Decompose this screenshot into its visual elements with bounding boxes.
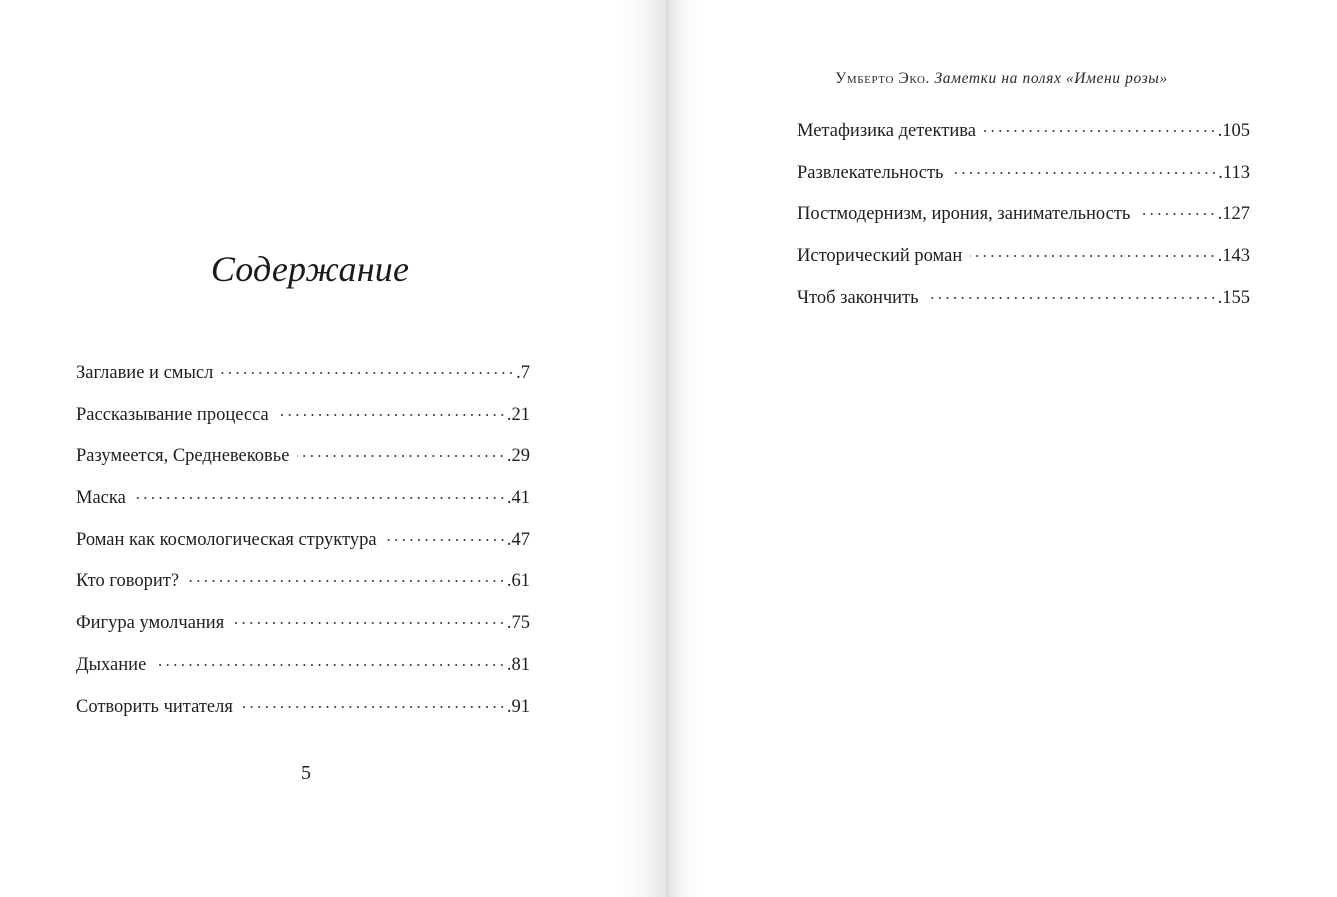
toc-entry-page: .81	[506, 654, 530, 675]
toc-list-right	[797, 112, 1250, 320]
toc-entry[interactable]	[76, 604, 530, 646]
toc-entry-title: Разумеется, Средневековье	[76, 446, 290, 467]
toc-entry-page: .127	[1217, 204, 1250, 225]
toc-entry-page: .91	[506, 696, 530, 717]
dot-leader	[297, 437, 505, 461]
toc-entry[interactable]	[76, 688, 530, 730]
toc-entry-title: Постмодернизм, ирония, занимательность	[797, 204, 1131, 225]
toc-entry-title: Кто говорит?	[76, 571, 180, 592]
dot-leader	[232, 604, 506, 628]
toc-entry-title: Рассказывание процесса	[76, 404, 269, 425]
toc-entry-page: .21	[506, 404, 530, 425]
toc-entry[interactable]	[797, 195, 1250, 237]
left-page	[0, 0, 666, 897]
dot-leader	[277, 396, 506, 420]
toc-entry[interactable]	[76, 396, 530, 438]
dot-leader	[1138, 195, 1216, 219]
toc-entry[interactable]	[797, 112, 1250, 154]
toc-list-left	[76, 354, 530, 729]
dot-leader	[970, 237, 1216, 261]
toc-entry-title: Маска	[76, 488, 126, 509]
dot-leader	[385, 521, 506, 545]
toc-entry-page: .7	[516, 363, 530, 383]
toc-entry-title: Дыхание	[76, 654, 147, 675]
dot-leader	[984, 112, 1217, 136]
toc-entry-page: .113	[1218, 162, 1250, 183]
toc-entry-title: Развлекательность	[797, 162, 944, 183]
toc-entry-page: .41	[506, 488, 530, 509]
toc-entry[interactable]	[76, 354, 530, 396]
toc-entry-title: Сотворить читателя	[76, 696, 233, 717]
toc-entry[interactable]	[76, 437, 530, 479]
toc-entry-title: Чтоб закончить	[797, 287, 919, 308]
running-head	[666, 70, 1337, 88]
running-head-author: Умберто Эко.	[835, 70, 931, 87]
toc-entry-page: .75	[506, 613, 530, 634]
dot-leader	[154, 646, 506, 670]
toc-entry-title: Фигура умолчания	[76, 613, 225, 634]
page-number: 5	[301, 762, 311, 784]
toc-entry[interactable]	[76, 646, 530, 688]
toc-entry[interactable]	[797, 154, 1250, 196]
toc-entry-page: .155	[1217, 287, 1250, 308]
dot-leader	[134, 479, 506, 503]
page-title: Содержание	[210, 249, 410, 289]
running-head-work: Заметки на полях «Имени розы»	[934, 70, 1168, 87]
dot-leader	[241, 688, 506, 712]
toc-entry[interactable]	[797, 279, 1250, 321]
toc-entry-title: Метафизика детектива	[797, 121, 976, 141]
dot-leader	[927, 279, 1217, 303]
toc-entry-page: .143	[1217, 246, 1250, 267]
toc-entry[interactable]	[76, 521, 530, 563]
dot-leader	[221, 354, 515, 378]
toc-entry-page: .47	[506, 529, 530, 550]
toc-entry-page: .29	[506, 446, 530, 467]
dot-leader	[187, 562, 506, 586]
toc-entry-page: .105	[1217, 121, 1250, 141]
toc-entry-title: Исторический роман	[797, 246, 963, 267]
toc-entry[interactable]	[76, 479, 530, 521]
toc-entry-page: .61	[506, 571, 530, 592]
toc-entry-title: Заглавие и смысл	[76, 363, 214, 383]
toc-entry[interactable]	[797, 237, 1250, 279]
toc-entry-title: Роман как космологическая структура	[76, 529, 377, 550]
dot-leader	[952, 154, 1218, 178]
toc-entry[interactable]	[76, 562, 530, 604]
